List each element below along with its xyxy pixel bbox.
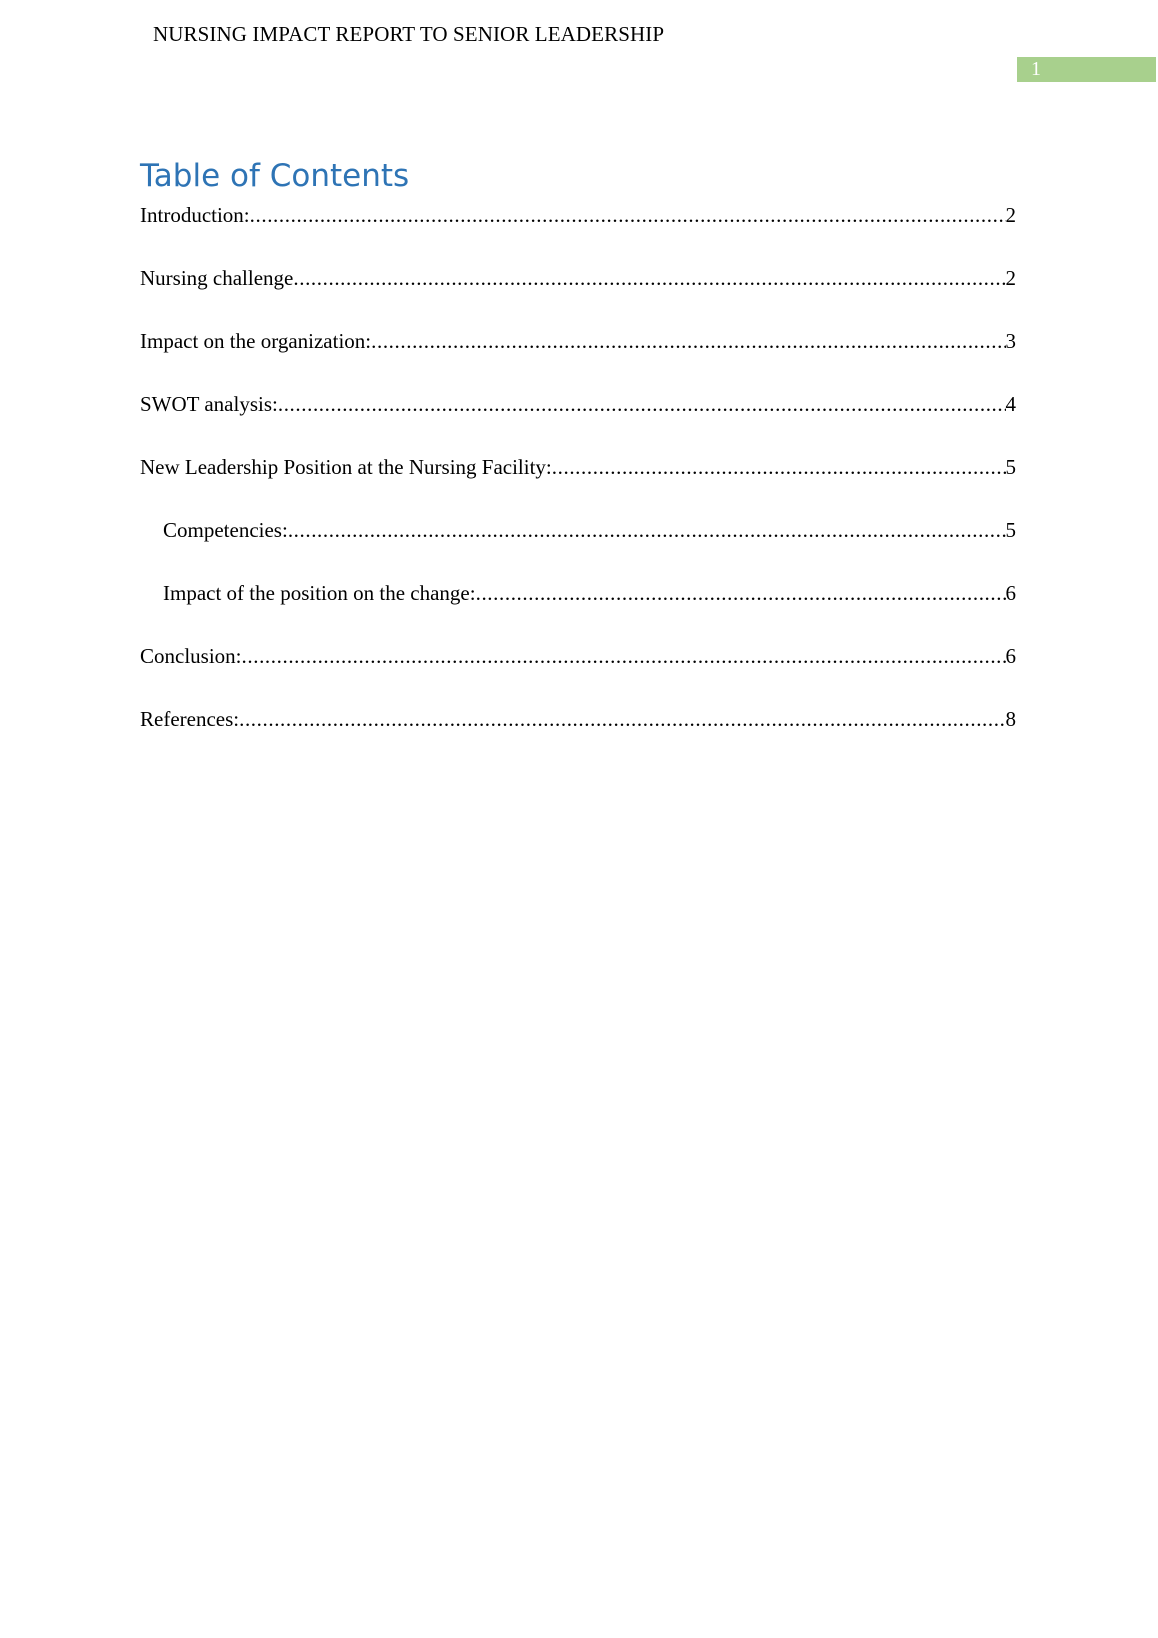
toc-entry-label: References:: [140, 707, 240, 731]
toc-entry-competencies[interactable]: [140, 515, 1016, 545]
toc-entry-references[interactable]: [140, 704, 1016, 734]
toc-entry-label: Competencies:: [163, 518, 288, 542]
toc-dot-leader: [371, 326, 1005, 356]
toc-entry-swot-analysis[interactable]: [140, 389, 1016, 419]
running-head: NURSING IMPACT REPORT TO SENIOR LEADERSHIP: [153, 22, 665, 46]
toc-entry-page: 6: [1005, 581, 1016, 605]
toc-entry-new-leadership-position[interactable]: [140, 452, 1016, 482]
toc-entry-label: New Leadership Position at the Nursing Facility:: [140, 455, 552, 479]
toc-entry-label: Impact of the position on the change:: [163, 581, 476, 605]
toc-entry-label: Conclusion:: [140, 644, 242, 668]
toc-dot-leader: [476, 578, 1006, 608]
toc-dot-leader: [552, 452, 1006, 482]
toc-entry-page: 8: [1005, 707, 1016, 731]
toc-entry-label: Introduction:: [140, 203, 250, 227]
toc-entry-nursing-challenge[interactable]: [140, 263, 1016, 293]
toc-dot-leader: [242, 641, 1006, 671]
toc-entry-label: Impact on the organization:: [140, 329, 372, 353]
toc-entry-page: 5: [1005, 518, 1016, 542]
toc-entry-conclusion[interactable]: [140, 641, 1016, 671]
toc-entry-page: 5: [1005, 455, 1016, 479]
toc-entry-page: 2: [1005, 266, 1016, 290]
toc-entry-impact-on-organization[interactable]: [140, 326, 1016, 356]
toc-entry-page: 4: [1005, 392, 1016, 416]
toc-entry-impact-of-position[interactable]: [140, 578, 1016, 608]
toc-entry-label: SWOT analysis:: [140, 392, 278, 416]
toc-dot-leader: [278, 389, 1006, 419]
toc-heading: Table of Contents: [140, 158, 410, 194]
toc-entry-page: 3: [1005, 329, 1016, 353]
toc-dot-leader: [239, 704, 1005, 734]
toc-entry-page: 6: [1005, 644, 1016, 668]
page-number: 1: [1031, 58, 1041, 80]
toc-entry-page: 2: [1005, 203, 1016, 227]
toc-dot-leader: [288, 515, 1006, 545]
page-number-box: [1017, 57, 1156, 82]
toc-dot-leader: [293, 263, 1005, 293]
toc-dot-leader: [250, 200, 1006, 230]
toc-entry-label: Nursing challenge: [140, 266, 294, 290]
toc-entry-introduction[interactable]: [140, 200, 1016, 230]
